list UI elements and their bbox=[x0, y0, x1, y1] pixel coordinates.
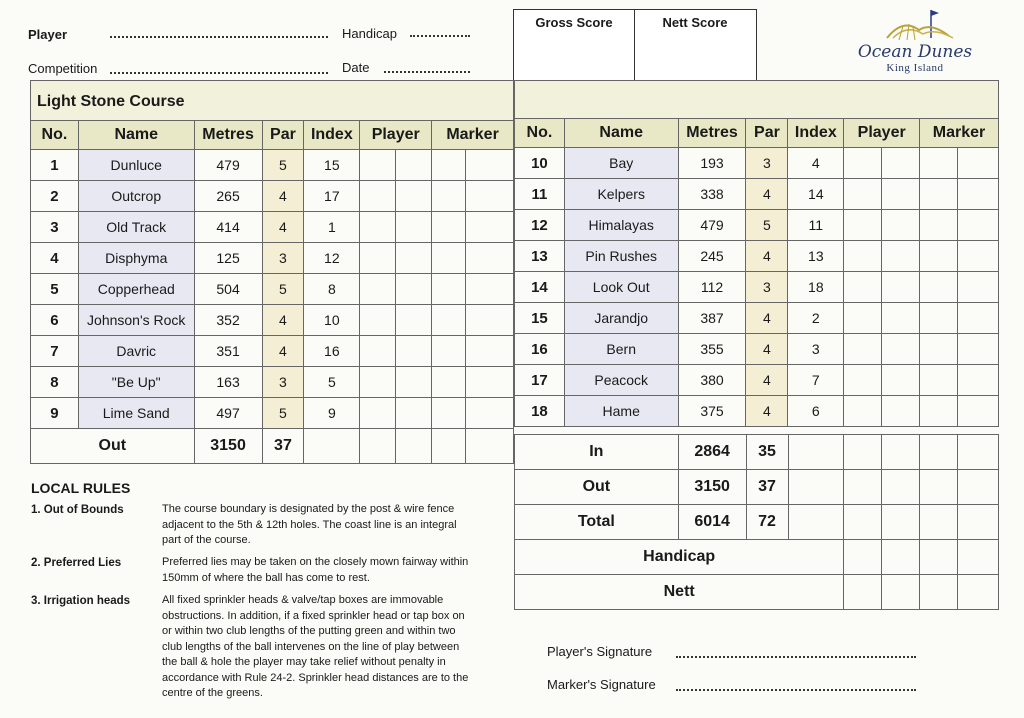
player-score-cell[interactable] bbox=[360, 212, 396, 243]
col-index: Index bbox=[304, 121, 360, 150]
hole-number: 14 bbox=[515, 272, 565, 303]
hole-row bbox=[31, 181, 514, 212]
player-label: Player bbox=[28, 27, 68, 42]
player-score-cell[interactable] bbox=[844, 210, 882, 241]
hole-metres: 338 bbox=[678, 179, 746, 210]
total-marker-cell[interactable] bbox=[920, 505, 958, 540]
hole-par: 5 bbox=[262, 150, 304, 181]
hole-row bbox=[31, 212, 514, 243]
player-signature-field[interactable] bbox=[676, 656, 916, 658]
front-header-row bbox=[31, 121, 514, 150]
marker-score-cell[interactable] bbox=[958, 148, 999, 179]
hole-index: 18 bbox=[788, 272, 844, 303]
player-score-cell[interactable] bbox=[396, 398, 432, 429]
out-summary-marker-cell[interactable] bbox=[920, 470, 958, 505]
out-summary-player-cell[interactable] bbox=[844, 470, 882, 505]
hole-par: 4 bbox=[746, 179, 788, 210]
marker-signature-field[interactable] bbox=[676, 689, 916, 691]
player-score-cell[interactable] bbox=[396, 305, 432, 336]
hole-number: 13 bbox=[515, 241, 565, 272]
hole-row bbox=[31, 150, 514, 181]
col-marker: Marker bbox=[920, 119, 999, 148]
logo-subtitle: King Island bbox=[886, 62, 944, 74]
in-player-cell[interactable] bbox=[844, 435, 882, 470]
col-index: Index bbox=[788, 119, 844, 148]
totals-table bbox=[514, 434, 999, 610]
hole-name: Jarandjo bbox=[564, 303, 678, 334]
hole-metres: 351 bbox=[194, 336, 262, 367]
marker-score-cell[interactable] bbox=[958, 179, 999, 210]
total-player-cell[interactable] bbox=[844, 505, 882, 540]
logo bbox=[855, 8, 975, 78]
hole-metres: 352 bbox=[194, 305, 262, 336]
hole-name: Outcrop bbox=[78, 181, 194, 212]
flag-dunes-icon bbox=[879, 8, 959, 44]
player-score-cell[interactable] bbox=[844, 179, 882, 210]
player-score-cell[interactable] bbox=[844, 272, 882, 303]
out-index-blank bbox=[304, 429, 360, 464]
in-metres: 2864 bbox=[678, 435, 746, 470]
hole-index: 15 bbox=[304, 150, 360, 181]
hole-name: Bay bbox=[564, 148, 678, 179]
rule-body bbox=[162, 555, 507, 586]
in-player-cell[interactable] bbox=[882, 435, 920, 470]
player-signature-label: Player's Signature bbox=[547, 644, 653, 659]
nett-marker-cell[interactable] bbox=[920, 575, 958, 610]
marker-score-cell[interactable] bbox=[920, 241, 958, 272]
hole-par: 4 bbox=[746, 365, 788, 396]
hole-row bbox=[31, 398, 514, 429]
marker-score-cell[interactable] bbox=[958, 303, 999, 334]
player-score-cell[interactable] bbox=[396, 212, 432, 243]
hole-par: 4 bbox=[262, 336, 304, 367]
rule-line: All fixed sprinkler heads & valve/tap boxes are immovable bbox=[162, 594, 444, 606]
hole-row bbox=[31, 305, 514, 336]
nett-player-cell[interactable] bbox=[844, 575, 882, 610]
hole-index: 14 bbox=[788, 179, 844, 210]
marker-score-cell[interactable] bbox=[466, 212, 514, 243]
local-rules-heading: LOCAL RULES bbox=[31, 480, 131, 496]
col-name: Name bbox=[78, 121, 194, 150]
hole-par: 3 bbox=[746, 148, 788, 179]
rule-title: 3. Irrigation heads bbox=[31, 595, 131, 607]
hole-row bbox=[31, 367, 514, 398]
hole-name: Dunluce bbox=[78, 150, 194, 181]
back-nine-table bbox=[514, 118, 999, 427]
hole-metres: 112 bbox=[678, 272, 746, 303]
player-score-cell[interactable] bbox=[882, 179, 920, 210]
hole-number: 5 bbox=[31, 274, 79, 305]
hole-index: 17 bbox=[304, 181, 360, 212]
marker-score-cell[interactable] bbox=[432, 243, 466, 274]
hole-row bbox=[515, 210, 999, 241]
marker-score-cell[interactable] bbox=[958, 241, 999, 272]
hole-metres: 479 bbox=[678, 210, 746, 241]
out-metres: 3150 bbox=[194, 429, 262, 464]
front-nine-table bbox=[30, 120, 514, 464]
hole-row bbox=[31, 274, 514, 305]
hole-name: Kelpers bbox=[564, 179, 678, 210]
player-score-cell[interactable] bbox=[396, 336, 432, 367]
player-score-cell[interactable] bbox=[360, 274, 396, 305]
hole-metres: 265 bbox=[194, 181, 262, 212]
handicap-field[interactable] bbox=[410, 35, 470, 37]
competition-field[interactable] bbox=[110, 72, 328, 74]
hole-row bbox=[515, 303, 999, 334]
out-player-cell[interactable] bbox=[396, 429, 432, 464]
back-header-row bbox=[515, 119, 999, 148]
rule-body bbox=[162, 502, 507, 549]
player-score-cell[interactable] bbox=[360, 367, 396, 398]
marker-score-cell[interactable] bbox=[920, 303, 958, 334]
marker-score-cell[interactable] bbox=[432, 212, 466, 243]
hole-number: 17 bbox=[515, 365, 565, 396]
player-score-cell[interactable] bbox=[360, 181, 396, 212]
rule-line: accordance with Rule 24-2. Sprinkler head distances are to the bbox=[162, 671, 469, 684]
player-score-cell[interactable] bbox=[882, 272, 920, 303]
hole-row bbox=[31, 336, 514, 367]
hole-par: 3 bbox=[746, 272, 788, 303]
course-title: Light Stone Course bbox=[30, 80, 514, 121]
hole-par: 3 bbox=[262, 243, 304, 274]
hole-par: 5 bbox=[262, 274, 304, 305]
player-score-cell[interactable] bbox=[360, 336, 396, 367]
player-score-cell[interactable] bbox=[396, 274, 432, 305]
hole-name: Hame bbox=[564, 396, 678, 427]
out-label: Out bbox=[31, 429, 195, 464]
player-score-cell[interactable] bbox=[396, 181, 432, 212]
hole-name: Look Out bbox=[564, 272, 678, 303]
hole-metres: 479 bbox=[194, 150, 262, 181]
hole-index: 10 bbox=[304, 305, 360, 336]
course-title-right-band bbox=[514, 80, 999, 121]
col-no: No. bbox=[515, 119, 565, 148]
rule-line: club lengths of the ball intervenes on the line of play between bbox=[162, 640, 460, 653]
col-par: Par bbox=[262, 121, 304, 150]
handicap-marker-cell[interactable] bbox=[958, 540, 999, 575]
marker-score-cell[interactable] bbox=[958, 396, 999, 427]
total-marker-cell[interactable] bbox=[958, 505, 999, 540]
nett-player-cell[interactable] bbox=[882, 575, 920, 610]
hole-metres: 497 bbox=[194, 398, 262, 429]
hole-index: 5 bbox=[304, 367, 360, 398]
player-score-cell[interactable] bbox=[396, 243, 432, 274]
hole-name: Lime Sand bbox=[78, 398, 194, 429]
player-score-cell[interactable] bbox=[882, 303, 920, 334]
hole-name: Old Track bbox=[78, 212, 194, 243]
hole-number: 11 bbox=[515, 179, 565, 210]
hole-index: 11 bbox=[788, 210, 844, 241]
total-par: 72 bbox=[746, 505, 788, 540]
hole-metres: 504 bbox=[194, 274, 262, 305]
player-score-cell[interactable] bbox=[844, 241, 882, 272]
player-score-cell[interactable] bbox=[882, 365, 920, 396]
hole-metres: 380 bbox=[678, 365, 746, 396]
hole-index: 2 bbox=[788, 303, 844, 334]
handicap-marker-cell[interactable] bbox=[920, 540, 958, 575]
player-score-cell[interactable] bbox=[360, 398, 396, 429]
hole-index: 7 bbox=[788, 365, 844, 396]
hole-par: 5 bbox=[746, 210, 788, 241]
nett-row-label: Nett bbox=[515, 575, 844, 610]
marker-score-cell[interactable] bbox=[920, 210, 958, 241]
out-summary-player-cell[interactable] bbox=[882, 470, 920, 505]
hole-metres: 375 bbox=[678, 396, 746, 427]
marker-score-cell[interactable] bbox=[920, 272, 958, 303]
rule-line: the ball & hole the player may take relief without penalty in bbox=[162, 656, 446, 668]
out-summary-row bbox=[515, 470, 999, 505]
marker-score-cell[interactable] bbox=[432, 367, 466, 398]
hole-row bbox=[515, 241, 999, 272]
rule-body bbox=[162, 593, 507, 702]
hole-number: 7 bbox=[31, 336, 79, 367]
marker-score-cell[interactable] bbox=[466, 367, 514, 398]
player-score-cell[interactable] bbox=[844, 303, 882, 334]
player-score-cell[interactable] bbox=[396, 150, 432, 181]
hole-number: 15 bbox=[515, 303, 565, 334]
rule-line: adjacent to the 5th & 12th holes. The coast line is an integral bbox=[162, 518, 457, 531]
handicap-row bbox=[515, 540, 999, 575]
rule-line: The course boundary is designated by the post & wire fence bbox=[162, 503, 455, 515]
hole-number: 10 bbox=[515, 148, 565, 179]
out-par: 37 bbox=[262, 429, 304, 464]
hole-number: 1 bbox=[31, 150, 79, 181]
out-marker-cell[interactable] bbox=[466, 429, 514, 464]
hole-metres: 387 bbox=[678, 303, 746, 334]
handicap-row-label: Handicap bbox=[515, 540, 844, 575]
col-metres: Metres bbox=[194, 121, 262, 150]
rule-line: part of the course. bbox=[162, 534, 251, 546]
hole-metres: 355 bbox=[678, 334, 746, 365]
out-summary-par: 37 bbox=[746, 470, 788, 505]
hole-par: 3 bbox=[262, 367, 304, 398]
hole-number: 6 bbox=[31, 305, 79, 336]
hole-row bbox=[515, 272, 999, 303]
hole-number: 9 bbox=[31, 398, 79, 429]
marker-score-cell[interactable] bbox=[466, 398, 514, 429]
nett-score-box[interactable] bbox=[635, 10, 755, 80]
hole-par: 5 bbox=[262, 398, 304, 429]
hole-name: "Be Up" bbox=[78, 367, 194, 398]
hole-name: Bern bbox=[564, 334, 678, 365]
hole-index: 16 bbox=[304, 336, 360, 367]
player-score-cell[interactable] bbox=[882, 241, 920, 272]
hole-metres: 414 bbox=[194, 212, 262, 243]
hole-metres: 163 bbox=[194, 367, 262, 398]
competition-label: Competition bbox=[28, 61, 98, 76]
col-metres: Metres bbox=[678, 119, 746, 148]
marker-score-cell[interactable] bbox=[920, 334, 958, 365]
col-par: Par bbox=[746, 119, 788, 148]
hole-par: 4 bbox=[746, 241, 788, 272]
rule-title: 2. Preferred Lies bbox=[31, 557, 122, 569]
hole-number: 2 bbox=[31, 181, 79, 212]
player-score-cell[interactable] bbox=[360, 150, 396, 181]
col-marker: Marker bbox=[432, 121, 514, 150]
marker-score-cell[interactable] bbox=[466, 181, 514, 212]
player-score-cell[interactable] bbox=[844, 334, 882, 365]
marker-score-cell[interactable] bbox=[958, 334, 999, 365]
col-player: Player bbox=[844, 119, 920, 148]
marker-score-cell[interactable] bbox=[466, 336, 514, 367]
score-summary-box bbox=[513, 9, 757, 81]
in-row bbox=[515, 435, 999, 470]
hole-index: 6 bbox=[788, 396, 844, 427]
player-score-cell[interactable] bbox=[360, 243, 396, 274]
handicap-label: Handicap bbox=[342, 26, 397, 41]
hole-row bbox=[31, 243, 514, 274]
total-player-cell[interactable] bbox=[882, 505, 920, 540]
hole-par: 4 bbox=[746, 396, 788, 427]
player-score-cell[interactable] bbox=[844, 148, 882, 179]
marker-score-cell[interactable] bbox=[920, 148, 958, 179]
hole-metres: 245 bbox=[678, 241, 746, 272]
marker-score-cell[interactable] bbox=[432, 305, 466, 336]
out-summary-marker-cell[interactable] bbox=[958, 470, 999, 505]
player-score-cell[interactable] bbox=[396, 367, 432, 398]
hole-name: Johnson's Rock bbox=[78, 305, 194, 336]
hole-row bbox=[515, 334, 999, 365]
hole-index: 4 bbox=[788, 148, 844, 179]
hole-row bbox=[515, 148, 999, 179]
out-summary-metres: 3150 bbox=[678, 470, 746, 505]
hole-index: 1 bbox=[304, 212, 360, 243]
total-metres: 6014 bbox=[678, 505, 746, 540]
rule-line: obstructions. In addition, if a fixed sprinkler head or tap box on bbox=[162, 609, 465, 622]
hole-number: 4 bbox=[31, 243, 79, 274]
hole-par: 4 bbox=[262, 305, 304, 336]
marker-score-cell[interactable] bbox=[920, 396, 958, 427]
date-field[interactable] bbox=[384, 71, 470, 73]
marker-score-cell[interactable] bbox=[432, 274, 466, 305]
marker-signature-label: Marker's Signature bbox=[547, 677, 656, 692]
in-label: In bbox=[515, 435, 679, 470]
hole-number: 12 bbox=[515, 210, 565, 241]
date-label: Date bbox=[342, 60, 370, 75]
hole-index: 12 bbox=[304, 243, 360, 274]
out-marker-cell[interactable] bbox=[432, 429, 466, 464]
hole-par: 4 bbox=[262, 212, 304, 243]
logo-name: Ocean Dunes bbox=[857, 42, 973, 62]
marker-score-cell[interactable] bbox=[466, 274, 514, 305]
hole-row bbox=[515, 396, 999, 427]
player-score-cell[interactable] bbox=[882, 148, 920, 179]
gross-score-box[interactable] bbox=[514, 10, 635, 80]
hole-name: Copperhead bbox=[78, 274, 194, 305]
marker-score-cell[interactable] bbox=[958, 210, 999, 241]
in-par: 35 bbox=[746, 435, 788, 470]
player-score-cell[interactable] bbox=[844, 396, 882, 427]
handicap-player-cell[interactable] bbox=[882, 540, 920, 575]
rule-title: 1. Out of Bounds bbox=[31, 504, 124, 516]
player-score-cell[interactable] bbox=[882, 334, 920, 365]
nett-row bbox=[515, 575, 999, 610]
marker-score-cell[interactable] bbox=[920, 179, 958, 210]
total-label: Total bbox=[515, 505, 679, 540]
out-row bbox=[31, 429, 514, 464]
in-marker-cell[interactable] bbox=[920, 435, 958, 470]
marker-score-cell[interactable] bbox=[466, 150, 514, 181]
gross-score-label: Gross Score bbox=[535, 15, 613, 30]
hole-name: Pin Rushes bbox=[564, 241, 678, 272]
hole-index: 8 bbox=[304, 274, 360, 305]
out-summary-index-blank bbox=[788, 470, 844, 505]
out-summary-label: Out bbox=[515, 470, 679, 505]
nett-score-label: Nett Score bbox=[662, 15, 728, 30]
hole-number: 16 bbox=[515, 334, 565, 365]
hole-index: 9 bbox=[304, 398, 360, 429]
nett-marker-cell[interactable] bbox=[958, 575, 999, 610]
hole-metres: 193 bbox=[678, 148, 746, 179]
marker-score-cell[interactable] bbox=[958, 365, 999, 396]
player-field[interactable] bbox=[110, 36, 328, 38]
marker-score-cell[interactable] bbox=[432, 181, 466, 212]
col-player: Player bbox=[360, 121, 432, 150]
hole-name: Peacock bbox=[564, 365, 678, 396]
hole-par: 4 bbox=[746, 303, 788, 334]
hole-name: Davric bbox=[78, 336, 194, 367]
rule-line: 150mm of where the ball has come to rest. bbox=[162, 571, 370, 584]
player-score-cell[interactable] bbox=[844, 365, 882, 396]
hole-name: Disphyma bbox=[78, 243, 194, 274]
hole-row bbox=[515, 365, 999, 396]
player-score-cell[interactable] bbox=[360, 305, 396, 336]
hole-row bbox=[515, 179, 999, 210]
col-no: No. bbox=[31, 121, 79, 150]
hole-metres: 125 bbox=[194, 243, 262, 274]
player-score-cell[interactable] bbox=[882, 396, 920, 427]
handicap-player-cell[interactable] bbox=[844, 540, 882, 575]
hole-number: 3 bbox=[31, 212, 79, 243]
hole-par: 4 bbox=[746, 334, 788, 365]
marker-score-cell[interactable] bbox=[958, 272, 999, 303]
marker-score-cell[interactable] bbox=[920, 365, 958, 396]
hole-index: 3 bbox=[788, 334, 844, 365]
marker-score-cell[interactable] bbox=[466, 305, 514, 336]
hole-name: Himalayas bbox=[564, 210, 678, 241]
player-score-cell[interactable] bbox=[882, 210, 920, 241]
rule-line: or within two club lengths of the putting green and within two bbox=[162, 625, 456, 637]
marker-score-cell[interactable] bbox=[432, 150, 466, 181]
hole-par: 4 bbox=[262, 181, 304, 212]
marker-score-cell[interactable] bbox=[432, 336, 466, 367]
in-index-blank bbox=[788, 435, 844, 470]
hole-number: 8 bbox=[31, 367, 79, 398]
total-row bbox=[515, 505, 999, 540]
marker-score-cell[interactable] bbox=[432, 398, 466, 429]
out-player-cell[interactable] bbox=[360, 429, 396, 464]
hole-index: 13 bbox=[788, 241, 844, 272]
rule-line: Preferred lies may be taken on the closely mown fairway within bbox=[162, 556, 469, 568]
marker-score-cell[interactable] bbox=[466, 243, 514, 274]
rule-line: centre of the greens. bbox=[162, 687, 263, 699]
hole-number: 18 bbox=[515, 396, 565, 427]
in-marker-cell[interactable] bbox=[958, 435, 999, 470]
total-index-blank bbox=[788, 505, 844, 540]
col-name: Name bbox=[564, 119, 678, 148]
